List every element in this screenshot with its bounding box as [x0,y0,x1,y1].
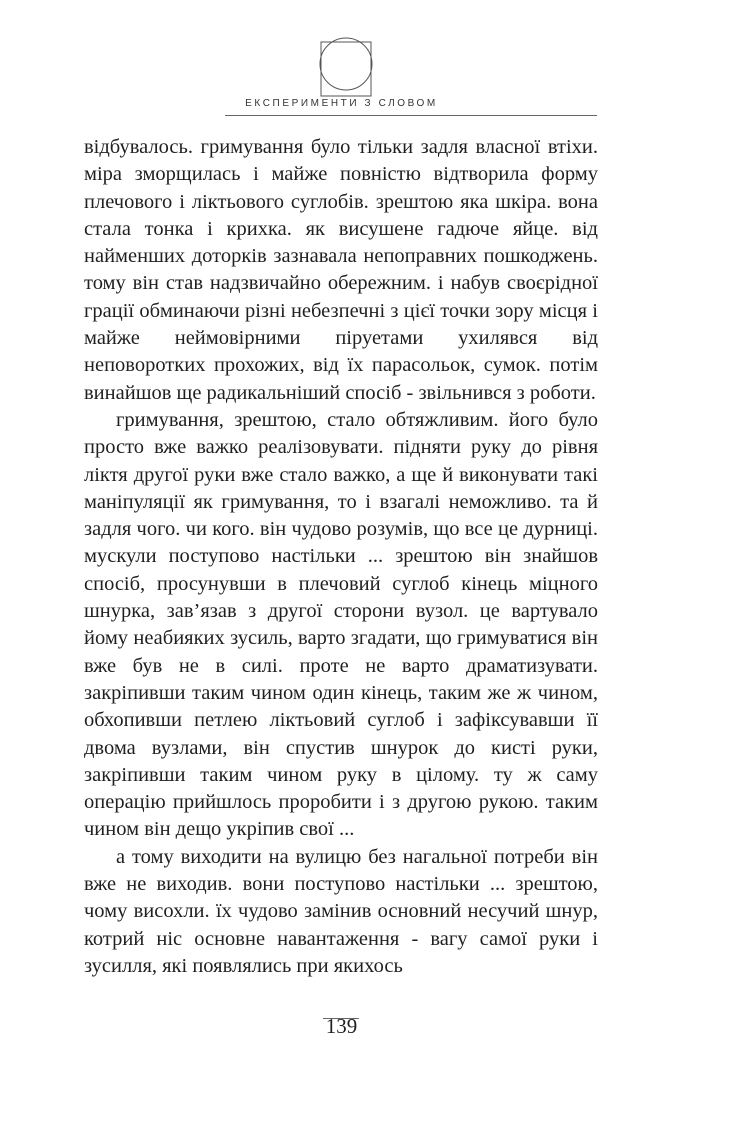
header-divider [225,115,597,116]
paragraph-3: а тому виходити на вулицю без нагальної потреби він вже не виходив. вони поступово настільки ... зрештою, чому висохли. їх чудово замінив основний несучий шнур, котрий ніс основне навантаження - вагу самої руки і зусилля, які появлялись при якихось [84,845,598,977]
page-number: 139 [325,1014,358,1038]
paragraph-1: відбувалось. гримування було тільки задля власної втіхи. міра зморщилась і майже повністю відтворила форму плечового і ліктьового суглобів. зрештою яка шкіра. вона стала тонка і крихка. як висушене гадюче яйце. від найменших доторків зазнавала непоправних пошкоджень. тому він став надзвичайно обережним. і набув своєрідної грації обминаючи різні небезпечні з цієї точки зору місця і майже неймовірними піруетами ухилявся від неповоротких прохожих, від їх парасольок, сумок. потім винайшов ще радикальніший спосіб - звільнився з роботи. [84,136,598,404]
paragraph-2: гримування, зрештою, стало обтяжливим. його було просто вже важко реалізовувати. підняти руку до рівня ліктя другої руки вже стало важко, а ще й виконувати такі маніпуляції як гримування, то і взагалі неможливо. та й задля чого. чи кого. він чудово розумів, що все це дурниці. мускули поступово настільки ... зрештою він знайшов спосіб, просунувши в плечовий суглоб кінець міцного шнурка, зав’язав з другої сторони вузол. це вартувало йому неабияких зусиль, варто згадати, що гримуватися він вже був не в силі. проте не варто драматизувати. закріпивши таким чином один кінець, таким же ж чином, обхопивши петлею ліктьовий суглоб і зафіксувавши її двома вузлами, він спустив шнурок до кисті руки, закріпивши таким чином руку в цілому. ту ж саму операцію прийшлось проробити і з другою рукою. таким чином він дещо укріпив свої ... [84,408,598,841]
logo-icon [311,37,381,97]
running-header: ЕКСПЕРИМЕНТИ З СЛОВОМ [245,98,438,109]
body-text [84,134,598,980]
